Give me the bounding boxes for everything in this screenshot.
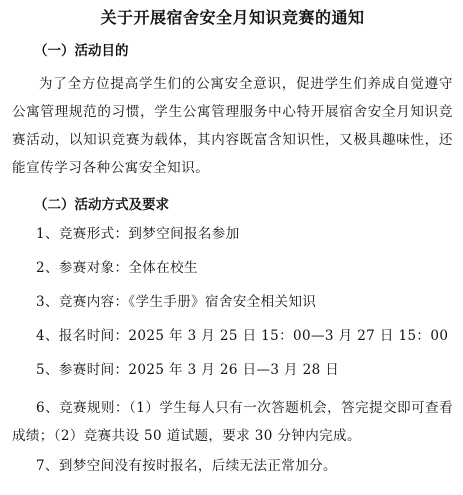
list-item-content: 3、竞赛内容：《学生手册》宿舍安全相关知识: [36, 294, 317, 310]
list-item-participants: 2、参赛对象：全体在校生: [36, 260, 198, 276]
list-item-registration-time: 4、报名时间：2025 年 3 月 25 日 15：00—3 月 27 日 15：00: [36, 328, 449, 344]
purpose-paragraph: 为了全方位提高学生们的公寓安全意识，促进学生们养成自觉遵守公寓管理规范的习惯，学生公寓管理服务中心特开展宿舍安全月知识竞赛活动，以知识竞赛为载体，其内容既富含知识性，又极具趣味性，还能宣传学习各种公寓安全知识。: [12, 76, 453, 176]
list-item-rules: 6、竞赛规则：（1）学生每人只有一次答题机会，答完提交即可查看成绩；（2）竞赛共设 50 道试题，要求 30 分钟内完成。: [12, 400, 453, 444]
section-heading-purpose: （一）活动目的: [34, 43, 129, 59]
list-item-format: 1、竞赛形式：到梦空间报名参加: [36, 226, 240, 242]
section-heading-method: （二）活动方式及要求: [34, 197, 169, 213]
document-title: 关于开展宿舍安全月知识竞赛的通知: [100, 8, 365, 27]
list-item-note: 7、到梦空间没有按时报名，后续无法正常加分。: [36, 458, 337, 474]
list-item-competition-time: 5、参赛时间：2025 年 3 月 26 日—3 月 28 日: [36, 362, 340, 378]
